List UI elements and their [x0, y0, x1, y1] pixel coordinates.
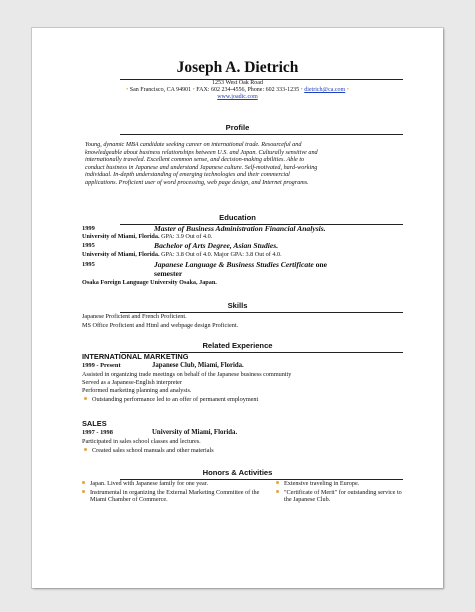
education-heading: Education — [219, 213, 256, 222]
bullet-icon — [276, 481, 279, 484]
profile-text — [85, 141, 395, 186]
job-bullet-text: Created sales school manuals and other materials — [92, 447, 214, 454]
education-gpa: GPA: 3.9 Out of 4.0. — [161, 233, 213, 240]
honor-text: Instrumental in organizing the External Marketing Committee of the Miami Chamber of Commerce. — [90, 489, 260, 504]
honor-item — [82, 480, 267, 487]
job-line: Performed marketing planning and analysis. — [82, 387, 192, 394]
job-dates: 1999 - Present — [82, 362, 121, 369]
website-line — [32, 94, 443, 101]
contact-line — [32, 87, 443, 94]
profile-heading: Profile — [225, 123, 250, 132]
job-dates: 1997 - 1998 — [82, 429, 113, 436]
job-employer: University of Miami, Florida. — [152, 429, 238, 436]
bullet-icon — [84, 448, 87, 451]
education-gpa: GPA: 3.8 Out of 4.0. — [161, 251, 213, 258]
education-school-line — [82, 233, 212, 240]
education-school: University of Miami, Florida. — [82, 233, 160, 240]
honor-text: Japan. Lived with Japanese family for one year. — [90, 480, 209, 487]
city: San Francisco, CA 94901 — [129, 87, 192, 93]
profile-line: applications. Proficient user of word processing, web page design, and Internet programs. — [85, 178, 309, 186]
education-school: Osaka Foreign Language University Osaka, Japan. — [82, 279, 217, 286]
education-degree-line2: semester — [154, 269, 183, 278]
bullet-icon — [276, 490, 279, 493]
skills-line: Japanese Proficient and French Proficient. — [82, 313, 187, 320]
job-title: SALES — [82, 419, 107, 428]
job-bullet-text: Outstanding performance led to an offer of permanent employment — [92, 396, 259, 403]
address-line: 1253 West Oak Road — [212, 80, 263, 86]
honor-item — [276, 480, 406, 487]
education-major-gpa: Major GPA: 3.8 Out of 4.0. — [213, 251, 282, 258]
education-degree: Japanese Language & Business Studies Certificate — [154, 260, 314, 269]
bullet-icon: • — [346, 87, 349, 93]
experience-heading: Related Experience — [202, 341, 273, 350]
email-link[interactable]: dietrich@ca.com — [304, 87, 346, 93]
profile-line: conduct business in Japanese and understand Japanese culture. Self-motivated, hard-working — [85, 163, 318, 171]
profile-line: Young, dynamic MBA candidate seeking career on international trade. Resourceful and — [85, 141, 302, 148]
bullet-icon — [84, 397, 87, 400]
phone-fax: FAX: 602 234-4556, Phone: 602 333-1235 — [196, 87, 300, 93]
education-degree-line — [154, 260, 327, 269]
job-title: INTERNATIONAL MARKETING — [82, 352, 189, 361]
profile-line: individual. In-depth understanding of emerging technologies and their commercial — [85, 171, 290, 178]
education-degree: Master of Business Administration Financial Analysis. — [154, 224, 326, 233]
job-employer: Japanese Club, Miami, Florida. — [152, 362, 244, 369]
job-line: Participated in sales school classes and lectures. — [82, 438, 201, 445]
honors-heading: Honors & Activities — [202, 468, 273, 477]
education-school: University of Miami, Florida. — [82, 251, 160, 258]
education-year: 1995 — [82, 261, 95, 268]
bullet-icon: • — [192, 87, 195, 93]
bullet-icon: • — [300, 87, 303, 93]
bullet-icon — [82, 481, 85, 484]
education-degree-suffix: one — [315, 260, 327, 269]
education-year: 1995 — [82, 242, 95, 249]
resume-page — [32, 28, 443, 588]
honor-item — [82, 489, 262, 504]
honor-item — [276, 489, 402, 504]
candidate-name: Joseph A. Dietrich — [176, 59, 299, 76]
skills-line: MS Office Proficient and Html and webpage design Proficient. — [82, 322, 239, 329]
job-bullet — [84, 396, 258, 403]
profile-line: internationally traveled. Excellent common sense, and decision-making abilities. Able to — [85, 156, 305, 163]
profile-line: knowledgeable about business relationships between U.S. and Japan. Culturally sensitive and — [85, 148, 318, 156]
skills-heading: Skills — [227, 301, 248, 310]
education-school-line — [82, 251, 282, 258]
website-link[interactable]: www.joadic.com — [217, 94, 258, 100]
education-year: 1999 — [82, 225, 95, 232]
honor-text: "Certificate of Merit" for outstanding service to the Japanese Club. — [284, 489, 402, 504]
education-degree: Bachelor of Arts Degree, Asian Studies. — [154, 241, 279, 250]
job-bullet — [84, 447, 214, 454]
job-line: Served as a Japanese-English interpreter — [82, 379, 182, 386]
honor-text: Extensive traveling in Europe. — [284, 480, 360, 487]
profile-rule — [120, 134, 403, 135]
bullet-icon — [82, 490, 85, 493]
bullet-icon: • — [126, 87, 129, 93]
job-line: Assisted in organizing trade meetings on behalf of the Japanese business community — [82, 371, 292, 378]
